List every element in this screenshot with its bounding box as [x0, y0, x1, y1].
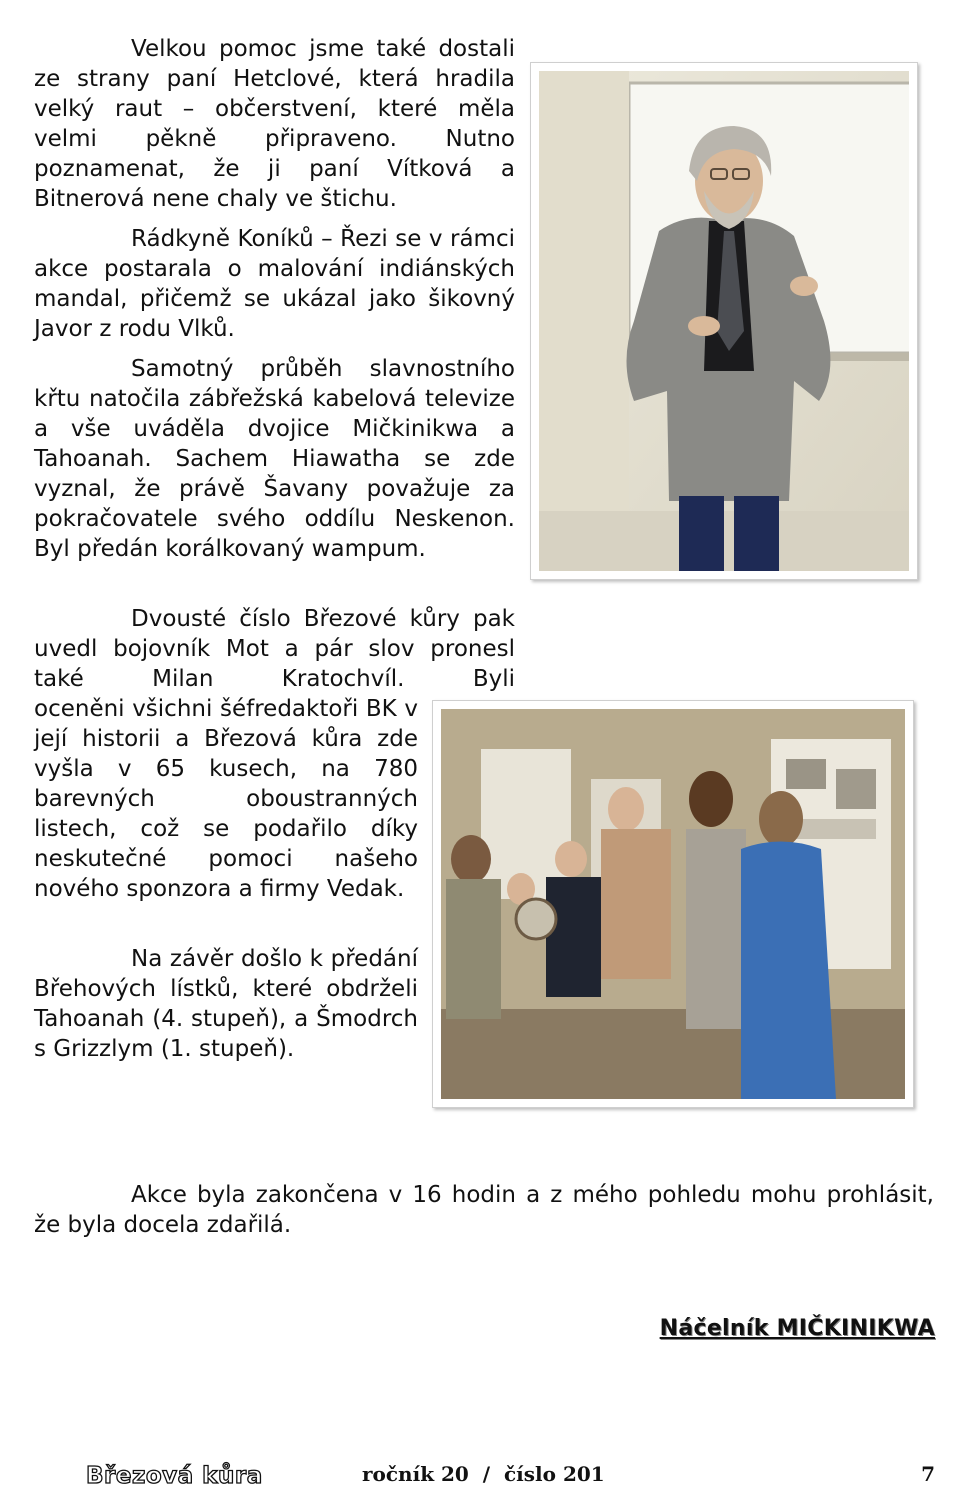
photo-speaker	[539, 71, 909, 571]
paragraph-4-cont: oceněni všichni šéfredaktoři BK v její historii a Březová kůra zde vyšla v 65 kusech, na 780 barevných oboustranných listech, což se podařilo díky neskutečné pomoci našeho nového sponzora a firmy Vedak.	[34, 696, 418, 902]
photo-group-image	[441, 709, 905, 1099]
photo-speaker-frame	[530, 62, 918, 580]
paragraph-6: Akce byla zakončena v 16 hodin a z mého pohledu mohu prohlásit, že byla docela zdařilá.	[34, 1182, 934, 1238]
photo-speaker-image	[539, 71, 909, 571]
page-number: 7	[921, 1462, 935, 1486]
issue-info: ročník 20 / číslo 201	[362, 1462, 605, 1486]
photo-group	[441, 709, 905, 1099]
paragraph-5: Na závěr došlo k předání Břehových lístků, které obdrželi Tahoanah (4. stupeň), a Šmodrch s Grizzlym (1. stupeň).	[34, 946, 418, 1062]
photo-group-frame	[432, 700, 914, 1108]
paragraph-2: Rádkyně Koníků – Řezi se v rámci akce postarala o malování indiánských mandal, přičemž se ukázal jako šikovný Javor z rodu Vlků.	[34, 226, 515, 342]
logo-text: Březová kůra	[86, 1463, 263, 1488]
paragraph-4-start: Dvousté číslo Březové kůry pak uvedl bojovník Mot a pár slov pronesl také Milan Kratochvíl. Byli	[34, 606, 515, 692]
paragraph-3: Samotný průběh slavnostního křtu natočila zábřežská kabelová televize a vše uváděla dvojice Mičkinikwa a Tahoanah. Sachem Hiawatha se zde vyznal, že právě Šavany považuje za pokračovatele svého oddílu Neskenon. Byl předán korálkovaný wampum.	[34, 356, 515, 562]
signature: Náčelník MIČKINIKWA	[659, 1316, 935, 1341]
brezova-kura-logo	[83, 1460, 265, 1488]
paragraph-1: Velkou pomoc jsme také dostali ze strany paní Hetclové, která hradila velký raut – občerstvení, které měla velmi pěkně připraveno. Nutno poznamenat, že ji paní Vítková a Bitnerová nene chaly ve štichu.	[34, 36, 515, 212]
